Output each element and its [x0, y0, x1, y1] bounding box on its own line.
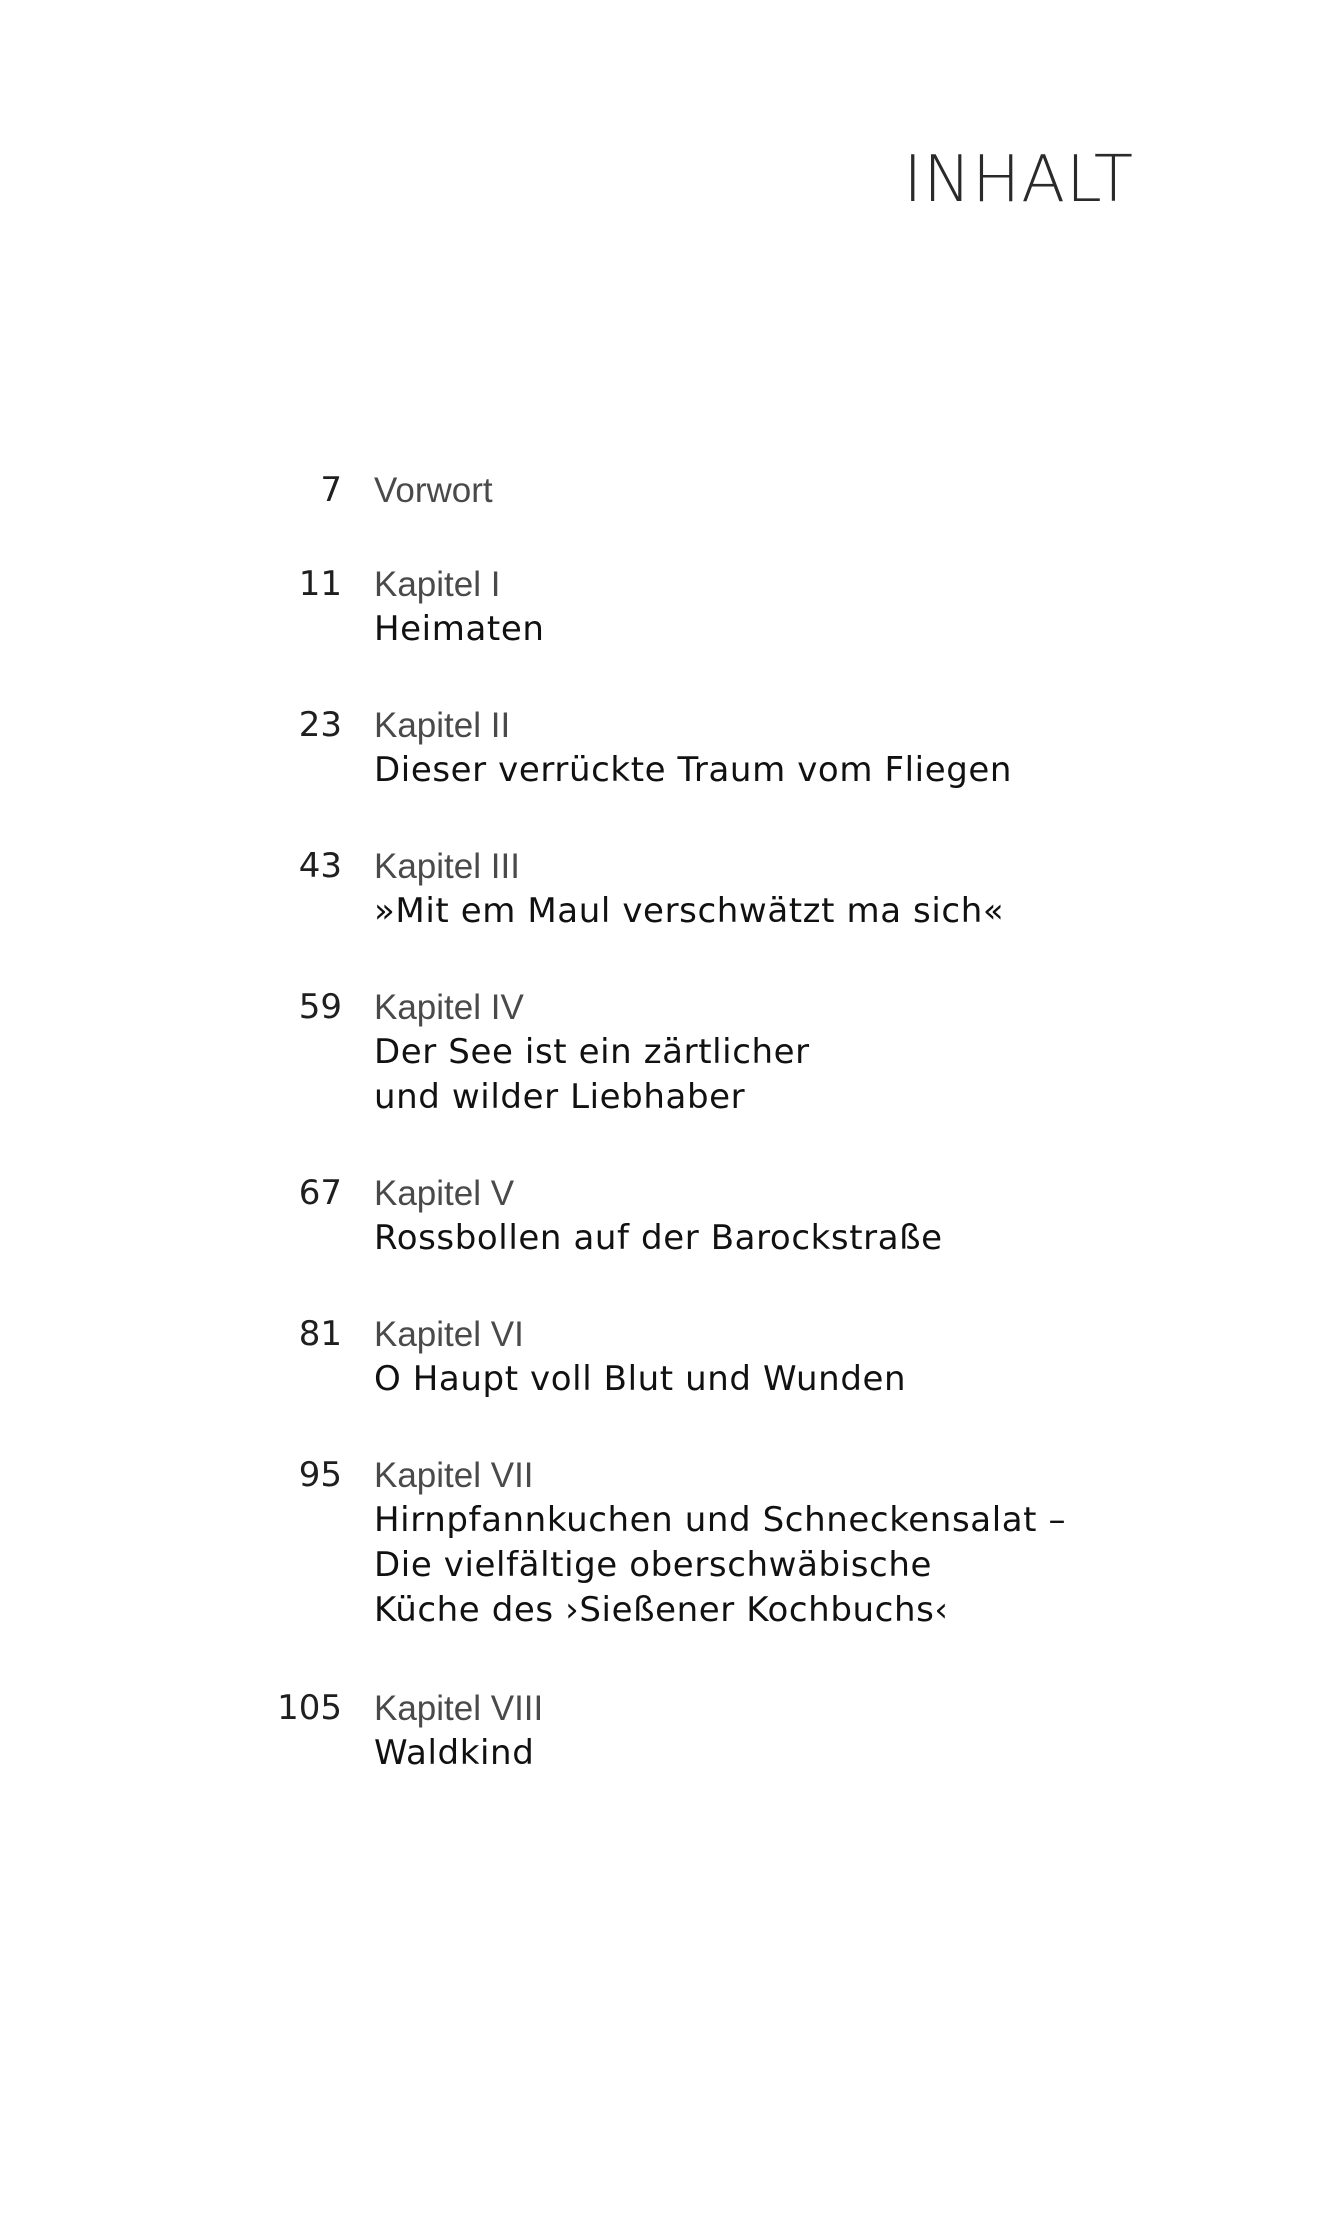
page-number: 23 [298, 705, 342, 745]
entry-title: Rossbollen auf der Barockstraße [374, 1218, 943, 1258]
entry-label: Kapitel VII [374, 1456, 534, 1495]
entry-label: Kapitel IV [374, 988, 524, 1027]
entry-label: Kapitel VI [374, 1315, 524, 1354]
page-number: 67 [298, 1173, 342, 1213]
entry-label: Vorwort [374, 471, 493, 510]
page-number: 11 [298, 564, 342, 604]
entry-title: Dieser verrückte Traum vom Fliegen [374, 750, 1013, 790]
page-title: INHALT [903, 143, 1134, 217]
entry-label: Kapitel VIII [374, 1689, 544, 1728]
entry-title: Waldkind [374, 1733, 535, 1773]
page-number: 95 [298, 1455, 342, 1495]
page-number: 59 [298, 987, 342, 1027]
entry-title: O Haupt voll Blut und Wunden [374, 1359, 907, 1399]
entry-label: Kapitel III [374, 847, 520, 886]
entry-title: Der See ist ein zärtlicher und wilder Liebhaber [374, 1032, 810, 1117]
page-number: 43 [298, 846, 342, 886]
page-number: 81 [298, 1314, 342, 1354]
entry-label: Kapitel II [374, 706, 511, 745]
entry-title: Heimaten [374, 609, 545, 649]
page-number: 105 [277, 1688, 342, 1728]
entry-label: Kapitel V [374, 1174, 515, 1213]
page-number: 7 [320, 470, 342, 510]
entry-title: Hirnpfannkuchen und Schneckensalat – Die vielfältige oberschwäbische Küche des ›Sießener Kochbuchs‹ [374, 1500, 1067, 1630]
entry-label: Kapitel I [374, 565, 501, 604]
entry-title: »Mit em Maul verschwätzt ma sich« [374, 891, 1005, 931]
